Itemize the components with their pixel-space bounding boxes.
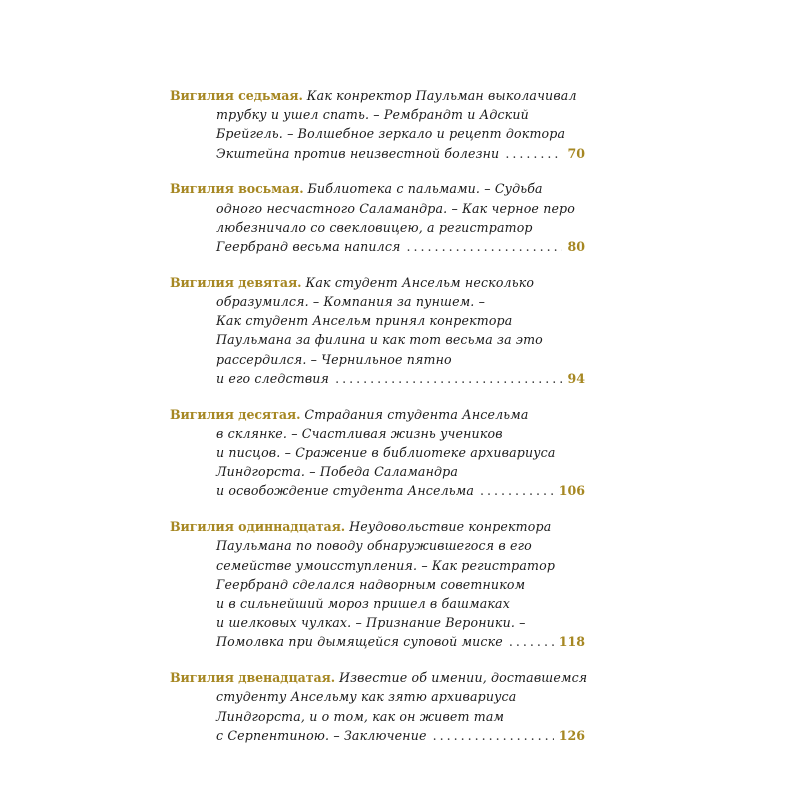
toc-entry-line	[170, 594, 585, 613]
vigil-title: Вигилия девятая.	[170, 274, 302, 290]
toc-entry-first-line	[170, 179, 585, 198]
entry-text: Брейгель. – Волшебное зеркало и рецепт доктора	[216, 126, 566, 142]
toc-entry[interactable]	[170, 273, 585, 388]
entry-text: трубку и ушел спать. – Рембрандт и Адский	[216, 107, 529, 123]
page-number: 106	[558, 483, 585, 499]
entry-text: Как конректор Паульман выколачивал	[306, 88, 577, 103]
entry-text: Паульмана по поводу обнаружившегося в его	[216, 538, 532, 554]
entry-text: и писцов. – Сражение в библиотеке архивариуса	[216, 445, 556, 461]
toc-entry-last-line	[170, 726, 585, 745]
toc-entry-first-line	[170, 517, 585, 536]
entry-text: Экштейна против неизвестной болезни	[216, 145, 500, 161]
vigil-title: Вигилия двенадцатая.	[170, 670, 335, 686]
toc-entry-first-line	[170, 273, 585, 292]
entry-text: одного несчастного Саламандра. – Как черное перо	[216, 200, 576, 216]
entry-text: рассердился. – Чернильное пятно	[216, 351, 452, 367]
toc-entry-line	[170, 218, 585, 237]
table-of-contents	[170, 86, 588, 762]
toc-entry-last-line	[170, 632, 585, 651]
entry-text: с Серпентиною. – Заключение	[216, 727, 427, 743]
entry-text: Как студент Ансельм несколько	[305, 274, 535, 290]
vigil-title: Вигилия восьмая.	[170, 181, 304, 197]
page-number: 94	[567, 370, 585, 386]
toc-entry[interactable]	[170, 668, 588, 745]
dot-leader	[407, 237, 563, 256]
page-number: 70	[567, 145, 585, 161]
toc-entry[interactable]	[170, 86, 585, 163]
toc-entry-line	[170, 124, 585, 143]
toc-entry-line	[170, 462, 585, 481]
toc-entry[interactable]	[170, 517, 585, 651]
entry-text: в склянке. – Счастливая жизнь учеников	[216, 425, 503, 441]
toc-entry-first-line	[170, 668, 588, 687]
entry-text: семействе умоисступления. – Как регистратор	[216, 557, 556, 573]
toc-entry-line	[170, 350, 585, 369]
entry-text: Паульмана за филина и как тот весьма за это	[216, 332, 543, 348]
toc-entry-line	[170, 199, 585, 218]
entry-text: Линдгорста, и о том, как он живет там	[216, 708, 505, 724]
toc-entry-first-line	[170, 405, 585, 424]
dot-leader	[335, 369, 562, 388]
toc-entry-first-line	[170, 86, 585, 105]
vigil-title: Вигилия одиннадцатая.	[170, 519, 346, 535]
entry-text: образумился. – Компания за пуншем. –	[216, 294, 486, 310]
entry-text: Линдгорста. – Победа Саламандра	[216, 464, 459, 480]
page-number: 126	[558, 727, 585, 743]
dot-leader	[480, 481, 554, 500]
toc-entry-line	[170, 443, 585, 462]
toc-entry-line	[170, 556, 585, 575]
entry-text: Как студент Ансельм принял конректора	[216, 313, 513, 329]
page-number: 118	[558, 634, 585, 650]
toc-entry-line	[170, 687, 585, 706]
toc-entry[interactable]	[170, 179, 585, 256]
toc-entry-line	[170, 424, 585, 443]
entry-text: и шелковых чулках. – Признание Вероники. –	[216, 615, 526, 631]
entry-text: Страдания студента Ансельма	[304, 406, 529, 422]
entry-text: и в сильнейший мороз пришел в башмаках	[216, 596, 510, 612]
entry-text: Геербранд сделался надворным советником	[216, 576, 526, 592]
toc-entry-last-line	[170, 237, 585, 256]
dot-leader	[509, 632, 554, 651]
toc-entry-line	[170, 105, 585, 124]
toc-entry-line	[170, 707, 585, 726]
entry-text: Неудовольствие конректора	[349, 519, 552, 535]
vigil-title: Вигилия десятая.	[170, 406, 301, 422]
entry-text: студенту Ансельму как зятю архивариуса	[216, 689, 517, 705]
toc-entry-line	[170, 292, 585, 311]
entry-text: и его следствия	[216, 370, 330, 386]
entry-text: любезничало со свекловицею, а регистратор	[216, 219, 533, 235]
toc-entry-line	[170, 330, 585, 349]
toc-entry[interactable]	[170, 405, 585, 501]
entry-text: и освобождение студента Ансельма	[216, 483, 474, 499]
entry-text: Библиотека с пальмами. – Судьба	[307, 181, 543, 197]
toc-entry-last-line	[170, 481, 585, 500]
entry-text: Известие об имении, доставшемся	[339, 670, 588, 686]
page-number: 80	[567, 239, 585, 255]
toc-entry-last-line	[170, 144, 585, 163]
dot-leader	[505, 144, 562, 163]
vigil-title: Вигилия седьмая.	[170, 88, 303, 103]
entry-text: Помолвка при дымящейся суповой миске	[216, 634, 503, 650]
toc-entry-last-line	[170, 369, 585, 388]
toc-entry-line	[170, 311, 585, 330]
toc-entry-line	[170, 575, 585, 594]
dot-leader	[433, 726, 554, 745]
entry-text: Геербранд весьма напился	[216, 239, 401, 255]
toc-entry-line	[170, 613, 585, 632]
toc-entry-line	[170, 536, 585, 555]
